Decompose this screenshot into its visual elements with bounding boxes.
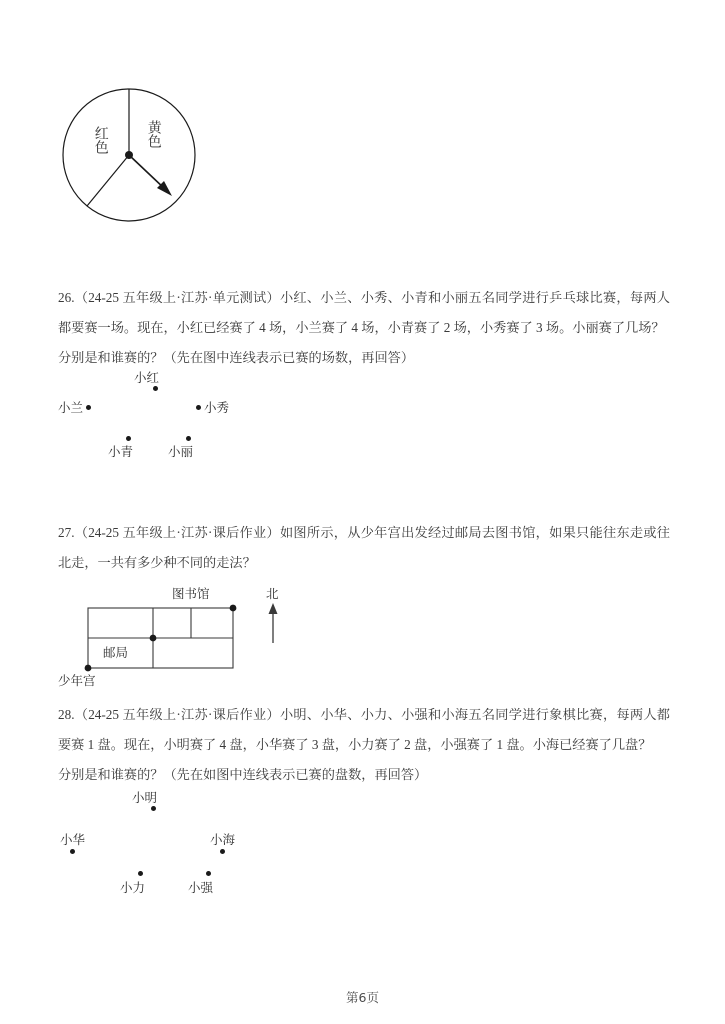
question-27-text (58, 518, 670, 578)
node-dot (196, 405, 201, 410)
north-label: 北 (266, 586, 279, 601)
pingpong-match-diagram (58, 368, 308, 468)
question-28-text (58, 700, 670, 790)
question-27-line-1: 27.（24-25 五年级上·江苏·课后作业）如图所示，从少年宫出发经过邮局去图书馆，如果只能往东走或往北走，一共有多少种不同的走法？ (58, 525, 670, 570)
spinner-label-yellow: 黄色 (145, 120, 162, 148)
question-28-line-2: 分别是和谁赛的？（先在如图中连线表示已赛的盘数，再回答） (58, 767, 428, 782)
question-26-line-1: 26.（24-25 五年级上·江苏·单元测试）小红、小兰、小秀、小青和小丽五名同学进行乒乓球比赛，每两人都要赛一场。现在，小红已经赛了 4 场，小兰赛了 4 场，小青赛了 2 场，小秀赛了 3 场。小丽赛了几场？ (58, 290, 670, 335)
library-label: 图书馆 (172, 586, 210, 601)
node-label: 小兰 (58, 400, 84, 415)
node-dot (206, 871, 211, 876)
node-label: 小强 (188, 880, 214, 895)
node-label: 小丽 (168, 444, 194, 459)
node-dot (70, 849, 75, 854)
node-label: 小红 (134, 370, 160, 385)
node-dot (126, 436, 131, 441)
node-dot (86, 405, 91, 410)
spinner-label-red: 红色 (92, 126, 109, 154)
post-office-node-dot (150, 635, 157, 642)
library-node-dot (230, 605, 237, 612)
spinner-divider-lower-left (87, 155, 129, 206)
street-grid-map (58, 583, 308, 691)
question-26-text (58, 283, 670, 373)
north-arrow-head (269, 603, 278, 614)
node-dot (151, 806, 156, 811)
page-footer: 第6页 (346, 990, 379, 1005)
question-28-line-1: 28.（24-25 五年级上·江苏·课后作业）小明、小华、小力、小强和小海五名同学进行象棋比赛，每两人都要赛 1 盘。现在，小明赛了 4 盘，小华赛了 3 盘，小力赛了 2 盘，小强赛了 1 盘。小海已经赛了几盘？ (58, 707, 670, 752)
youth-palace-label: 少年宫 (58, 673, 96, 688)
node-dot (153, 386, 158, 391)
node-dot (220, 849, 225, 854)
node-label: 小力 (120, 880, 146, 895)
color-spinner-figure (62, 86, 200, 224)
post-office-label: 邮局 (103, 645, 129, 660)
chess-match-diagram (58, 788, 318, 903)
spinner-hub (125, 151, 133, 159)
node-label: 小青 (108, 444, 134, 459)
question-26-line-2: 分别是和谁赛的？（先在图中连线表示已赛的场数，再回答） (58, 350, 415, 365)
node-label: 小秀 (204, 400, 230, 415)
node-label: 小海 (210, 832, 236, 847)
node-dot (186, 436, 191, 441)
node-label: 小明 (132, 790, 158, 805)
node-dot (138, 871, 143, 876)
node-label: 小华 (60, 832, 86, 847)
